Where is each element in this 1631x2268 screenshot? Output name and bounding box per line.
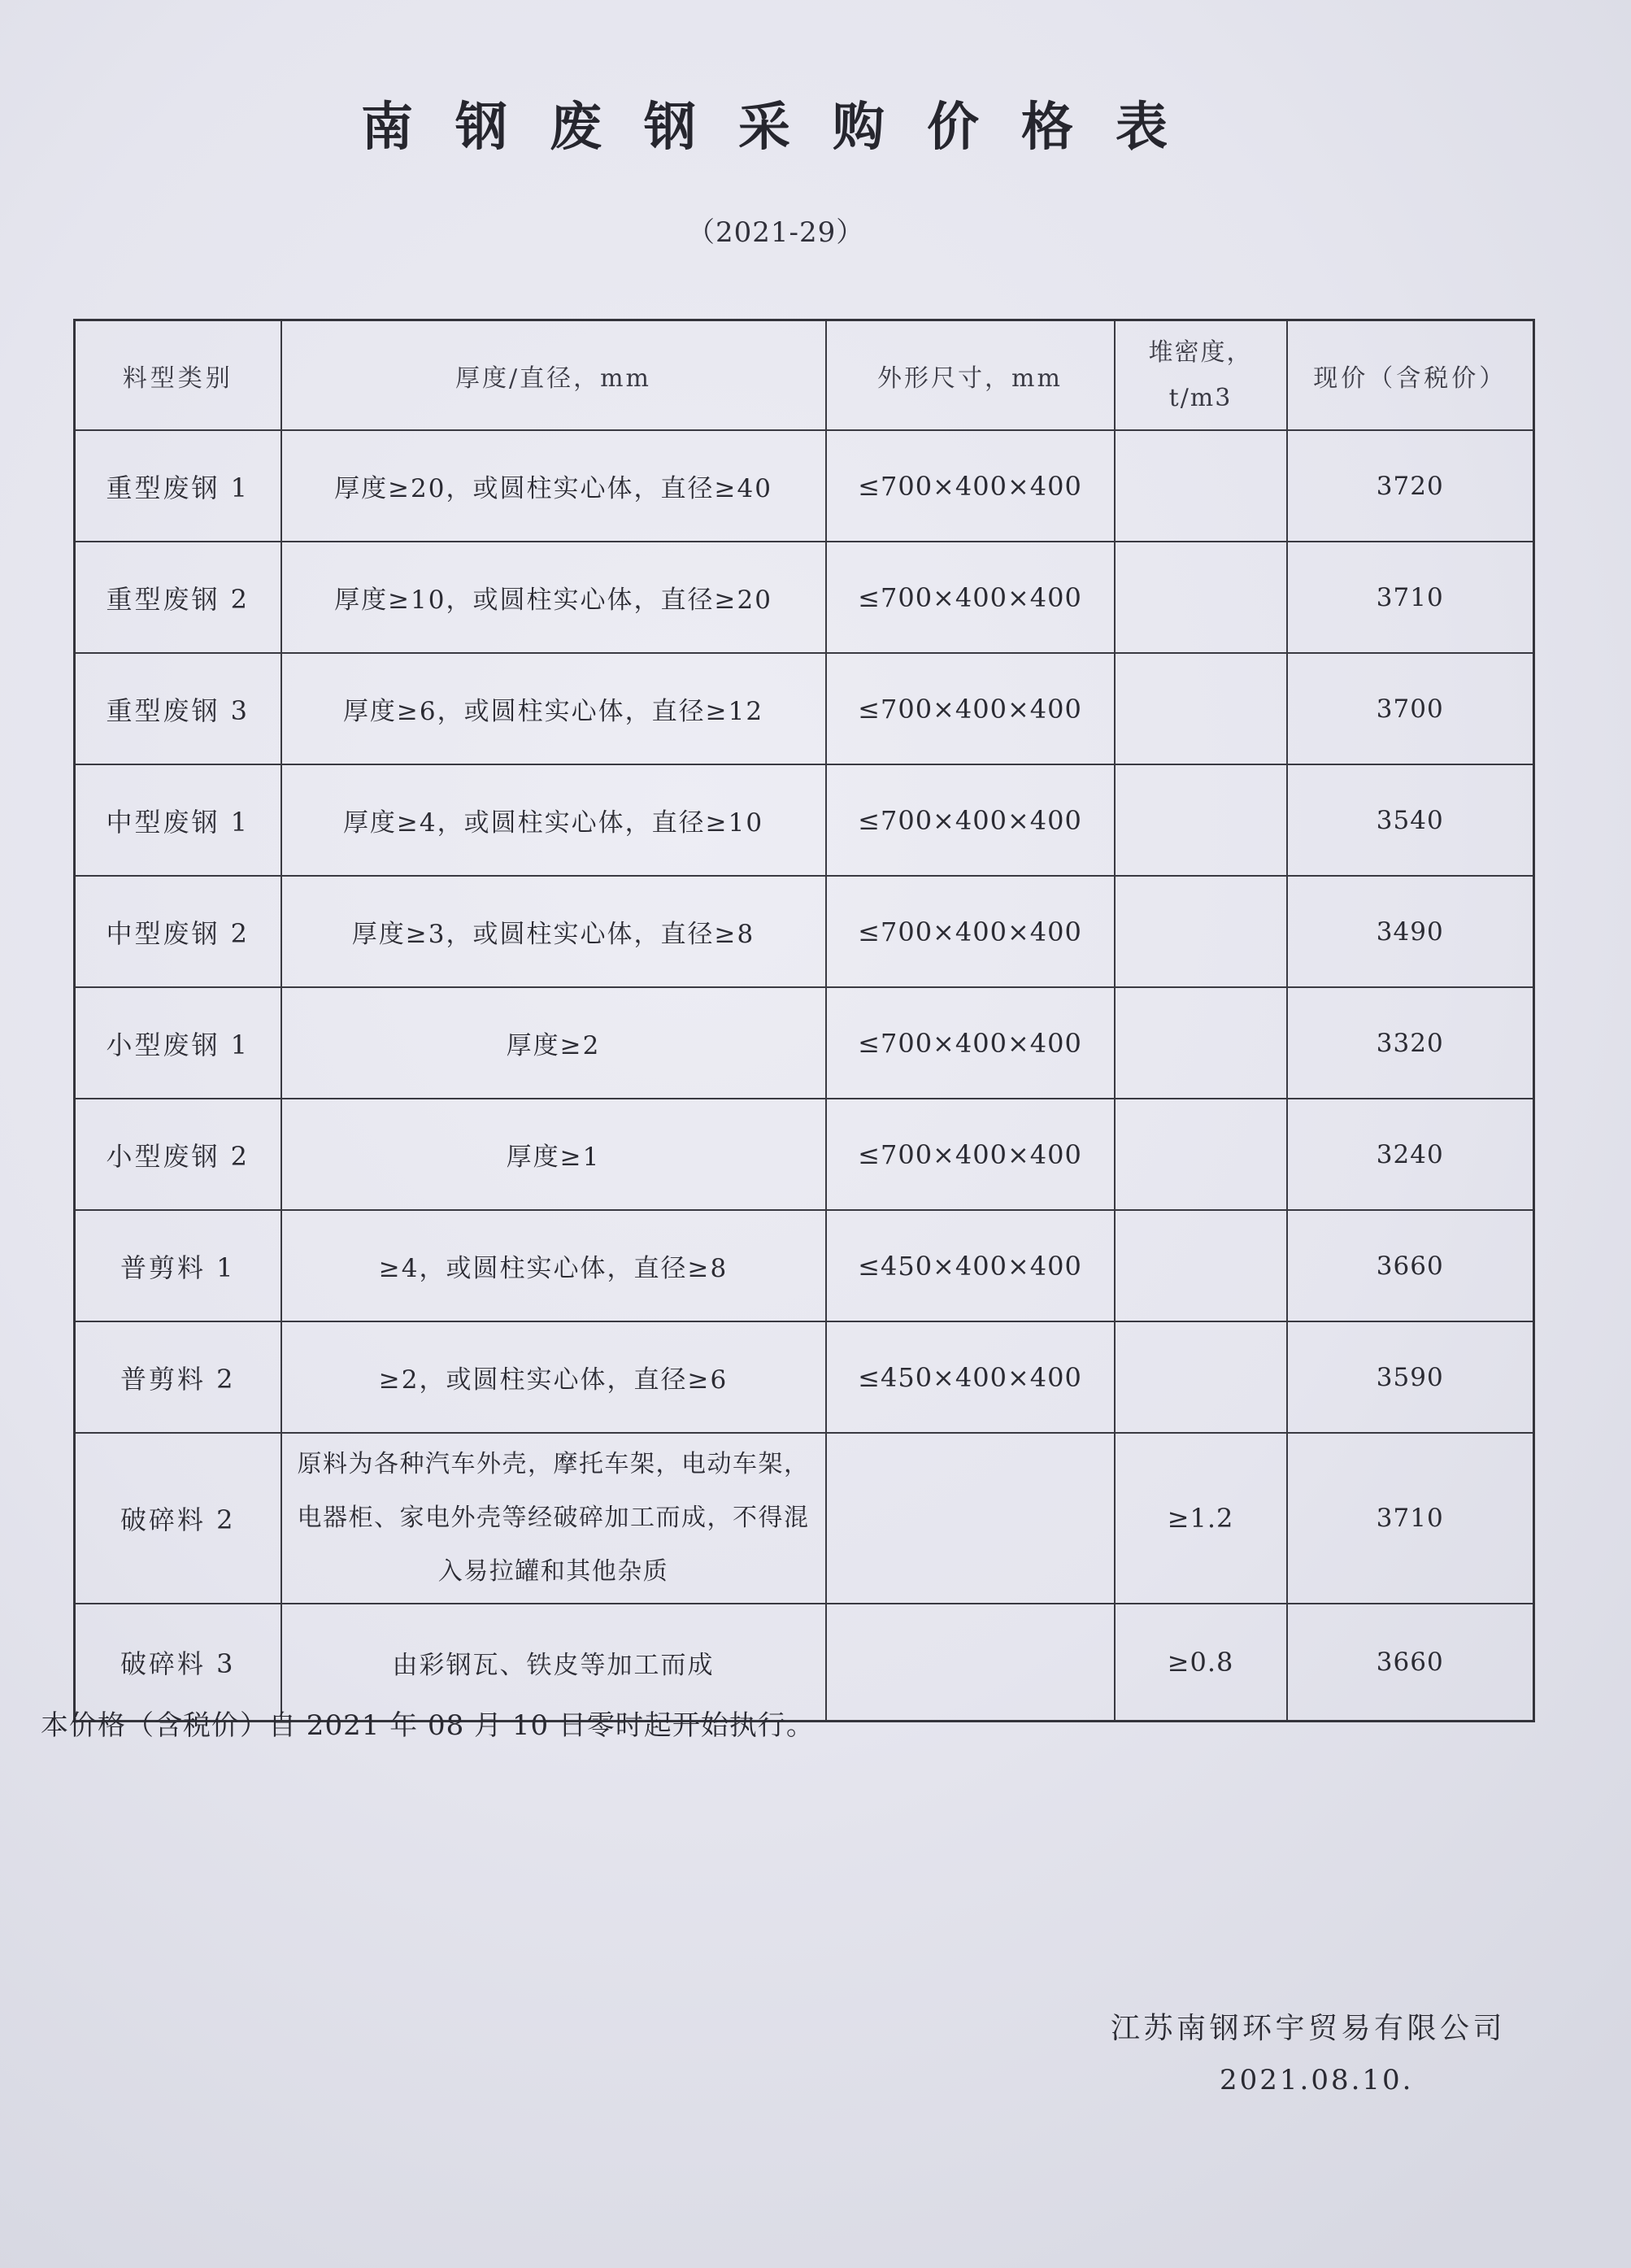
category-cell: 重型废钢 2 — [75, 542, 281, 653]
category-cell: 普剪料 2 — [75, 1321, 281, 1433]
table-row — [75, 1604, 1534, 1722]
header-thickness-diameter: 厚度/直径，mm — [281, 320, 826, 431]
thickness-diameter-cell: ≥2，或圆柱实心体，直径≥6 — [281, 1321, 826, 1433]
table-row — [75, 1099, 1534, 1210]
thickness-diameter-cell — [281, 1433, 826, 1604]
dimensions-cell — [826, 1433, 1115, 1604]
category-cell: 破碎料 3 — [75, 1604, 281, 1722]
bulk-density-cell — [1115, 430, 1287, 542]
header-category: 料型类别 — [75, 320, 281, 431]
dimensions-cell: ≤700×400×400 — [826, 876, 1115, 987]
header-price: 现价（含税价） — [1287, 320, 1534, 431]
table-row — [75, 764, 1534, 876]
category-cell: 中型废钢 2 — [75, 876, 281, 987]
category-cell: 小型废钢 2 — [75, 1099, 281, 1210]
bulk-density-cell — [1115, 1321, 1287, 1433]
issue-number: （2021-29） — [687, 216, 865, 249]
category-cell: 破碎料 2 — [75, 1433, 281, 1604]
issuer-company: 江苏南钢环宇贸易有限公司 — [1111, 2012, 1507, 2045]
dimensions-cell: ≤700×400×400 — [826, 430, 1115, 542]
bulk-density-cell: ≥0.8 — [1115, 1604, 1287, 1722]
bulk-density-cell: ≥1.2 — [1115, 1433, 1287, 1604]
issue-date: 2021.08.10. — [1220, 2064, 1414, 2096]
thickness-diameter-cell: 厚度≥4，或圆柱实心体，直径≥10 — [281, 764, 826, 876]
dimensions-cell: ≤700×400×400 — [826, 764, 1115, 876]
price-cell: 3660 — [1287, 1210, 1534, 1321]
document-title: 南钢废钢采购价格表 — [361, 97, 1210, 158]
category-cell: 普剪料 1 — [75, 1210, 281, 1321]
table-header-row — [75, 320, 1534, 431]
thickness-diameter-cell: 厚度≥6，或圆柱实心体，直径≥12 — [281, 653, 826, 764]
bulk-density-cell — [1115, 1099, 1287, 1210]
price-cell: 3710 — [1287, 1433, 1534, 1604]
thickness-diameter-cell: 厚度≥2 — [281, 987, 826, 1099]
header-bulk-density — [1115, 320, 1287, 431]
thickness-diameter-cell: 厚度≥20，或圆柱实心体，直径≥40 — [281, 430, 826, 542]
category-cell: 小型废钢 1 — [75, 987, 281, 1099]
bulk-density-cell — [1115, 764, 1287, 876]
price-cell: 3540 — [1287, 764, 1534, 876]
price-cell: 3720 — [1287, 430, 1534, 542]
effective-date-note: 本价格（含税价）自 2021 年 08 月 10 日零时起开始执行。 — [41, 1709, 815, 1742]
price-cell: 3660 — [1287, 1604, 1534, 1722]
table-row — [75, 653, 1534, 764]
header-bulk-density-text: 堆密度，t/m3 — [1148, 337, 1253, 412]
dimensions-cell: ≤700×400×400 — [826, 987, 1115, 1099]
bulk-density-cell — [1115, 876, 1287, 987]
dimensions-cell: ≤450×400×400 — [826, 1321, 1115, 1433]
price-cell: 3240 — [1287, 1099, 1534, 1210]
price-cell: 3320 — [1287, 987, 1534, 1099]
price-cell: 3490 — [1287, 876, 1534, 987]
table-row — [75, 987, 1534, 1099]
category-cell: 重型废钢 3 — [75, 653, 281, 764]
header-dimensions: 外形尺寸，mm — [826, 320, 1115, 431]
table-row — [75, 542, 1534, 653]
thickness-diameter-cell: 厚度≥10，或圆柱实心体，直径≥20 — [281, 542, 826, 653]
price-cell: 3590 — [1287, 1321, 1534, 1433]
price-table — [73, 319, 1535, 1722]
dimensions-cell: ≤700×400×400 — [826, 653, 1115, 764]
bulk-density-cell — [1115, 653, 1287, 764]
dimensions-cell: ≤700×400×400 — [826, 1099, 1115, 1210]
table-row — [75, 876, 1534, 987]
thickness-diameter-cell: 厚度≥1 — [281, 1099, 826, 1210]
category-cell: 重型废钢 1 — [75, 430, 281, 542]
bulk-density-cell — [1115, 987, 1287, 1099]
thickness-diameter-text: 原料为各种汽车外壳，摩托车架，电动车架，电器柜、家电外壳等经破碎加工而成，不得混入易拉罐和其他杂质 — [297, 1450, 810, 1586]
bulk-density-cell — [1115, 1210, 1287, 1321]
price-cell: 3710 — [1287, 542, 1534, 653]
bulk-density-cell — [1115, 542, 1287, 653]
thickness-diameter-cell: 厚度≥3，或圆柱实心体，直径≥8 — [281, 876, 826, 987]
dimensions-cell — [826, 1604, 1115, 1722]
table-row — [75, 1321, 1534, 1433]
category-cell: 中型废钢 1 — [75, 764, 281, 876]
thickness-diameter-cell: 由彩钢瓦、铁皮等加工而成 — [281, 1604, 826, 1722]
thickness-diameter-cell: ≥4，或圆柱实心体，直径≥8 — [281, 1210, 826, 1321]
dimensions-cell: ≤700×400×400 — [826, 542, 1115, 653]
dimensions-cell: ≤450×400×400 — [826, 1210, 1115, 1321]
table-row — [75, 1433, 1534, 1604]
table-row — [75, 1210, 1534, 1321]
price-cell: 3700 — [1287, 653, 1534, 764]
table-row — [75, 430, 1534, 542]
